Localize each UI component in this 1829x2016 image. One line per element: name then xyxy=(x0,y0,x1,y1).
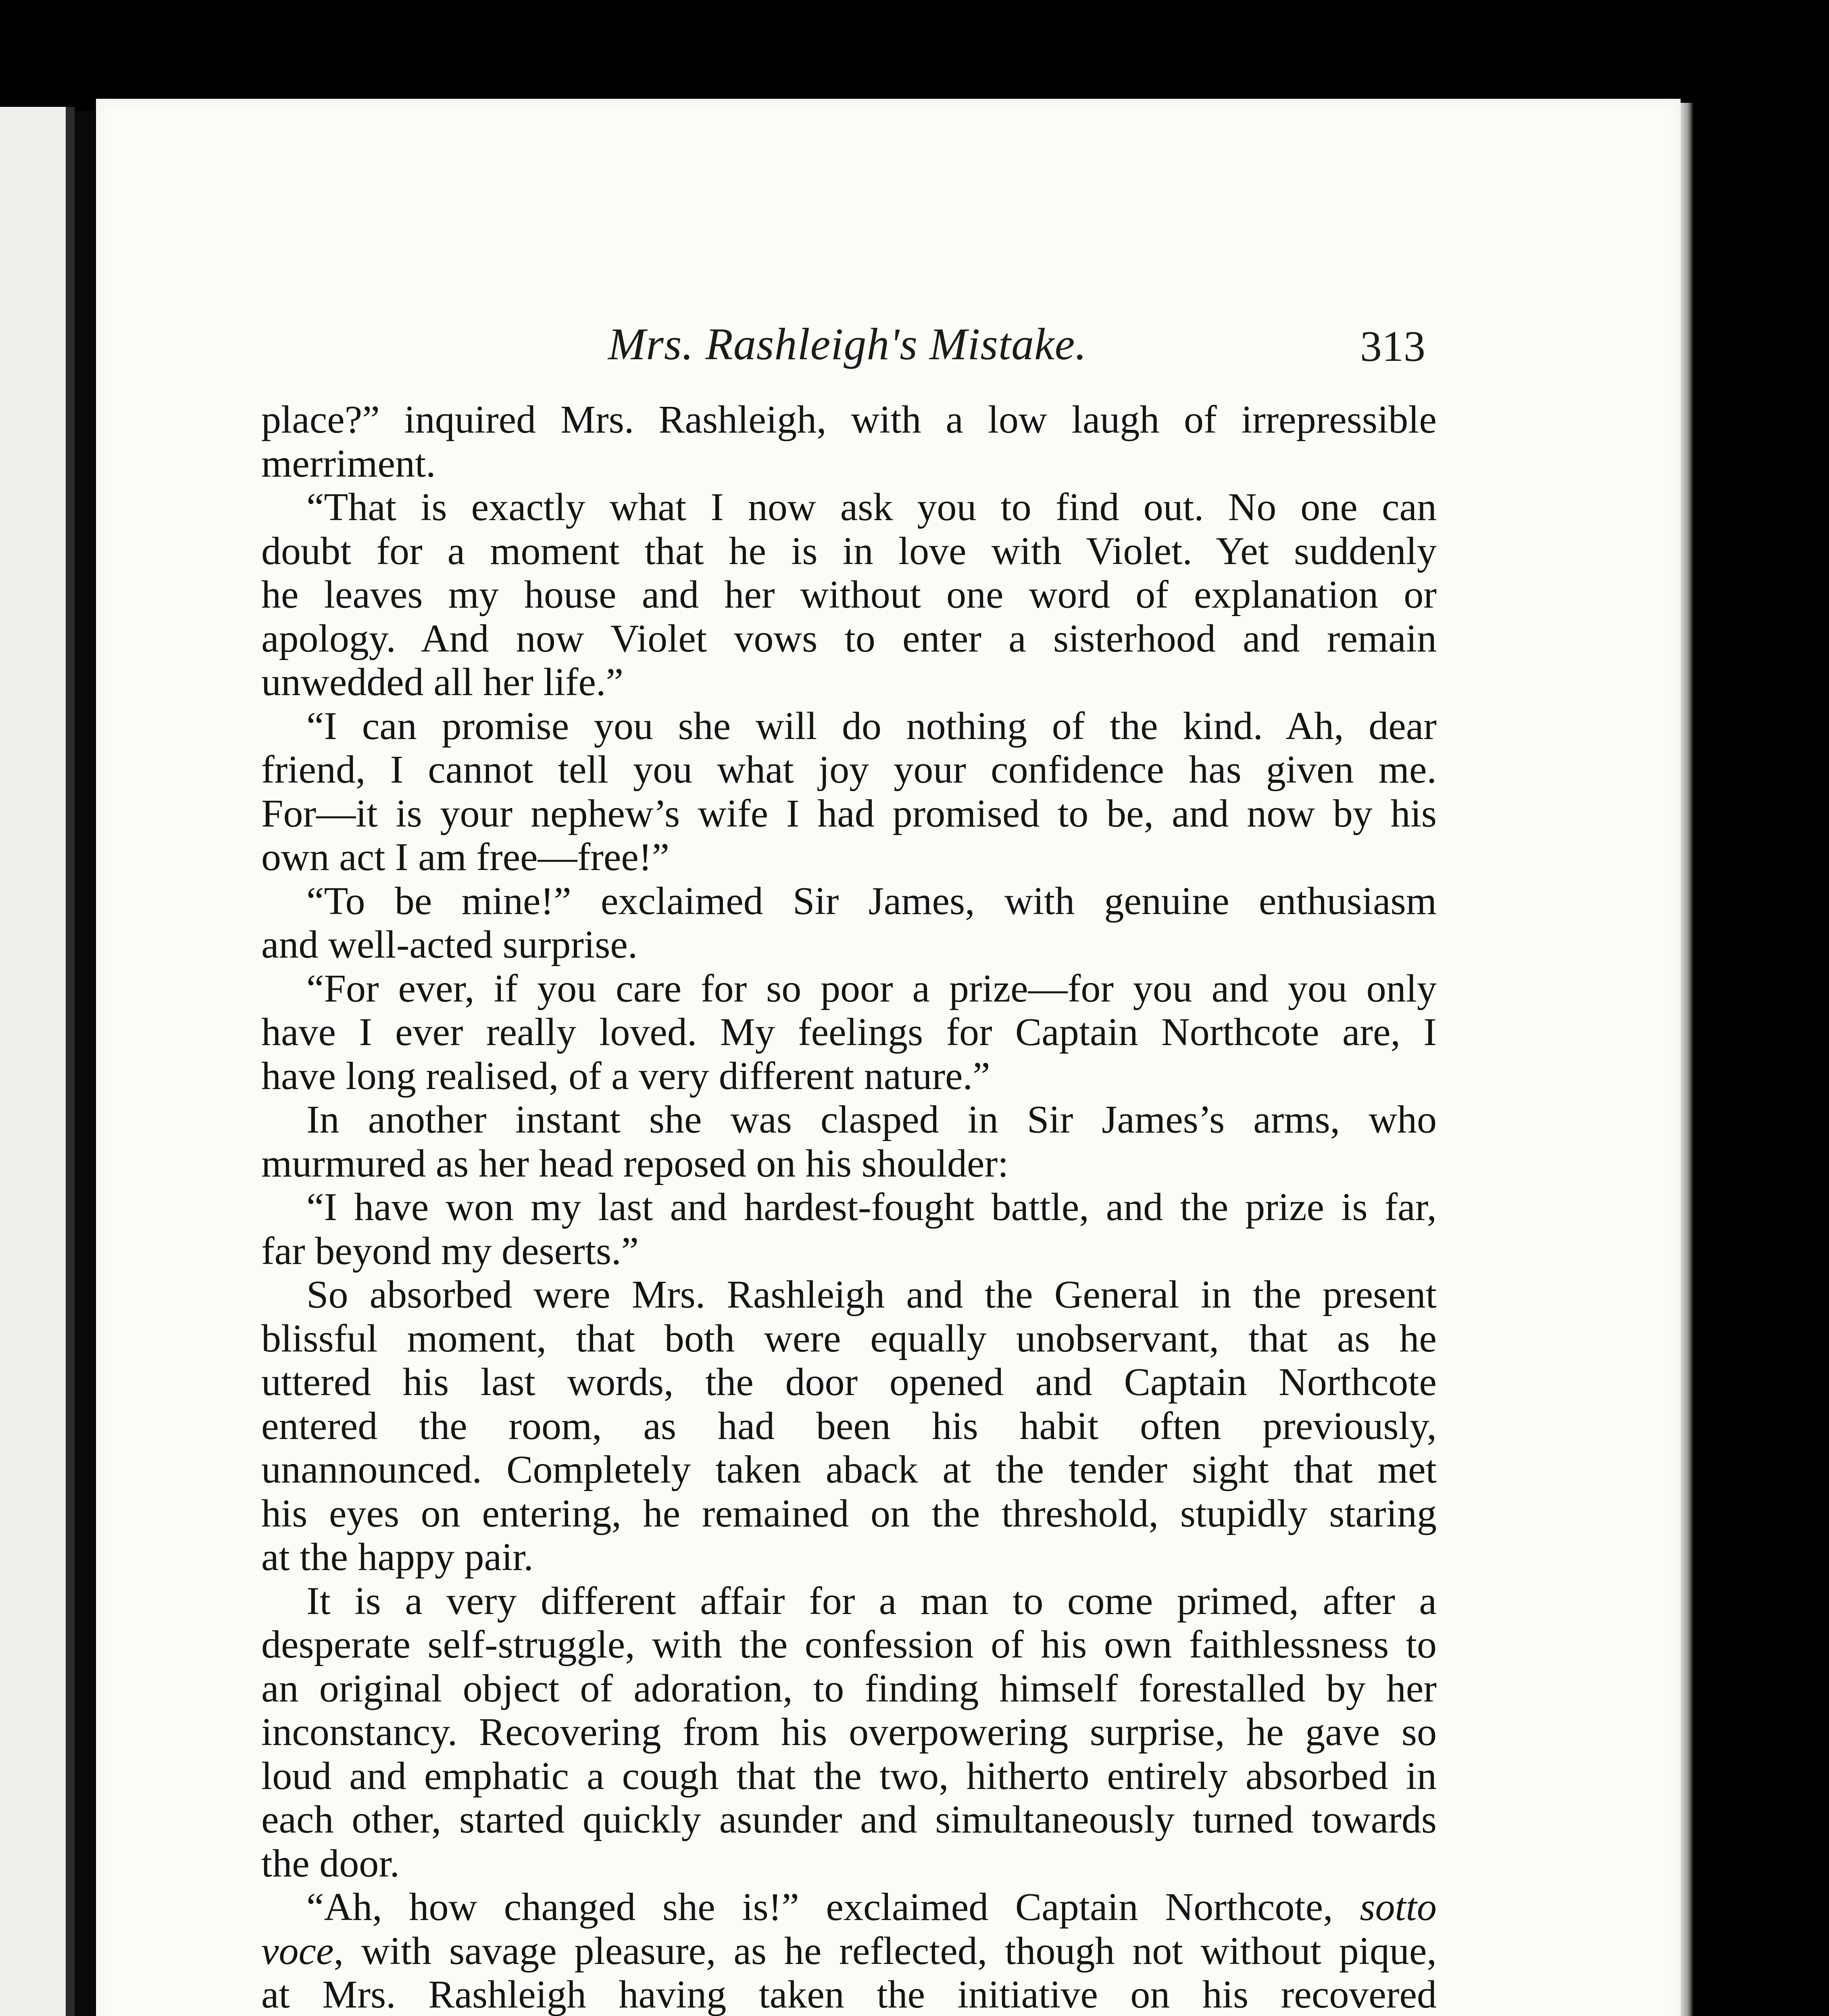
text-line: have long realised, of a very different nature.” xyxy=(261,1054,990,1098)
text-line: inconstancy. Recovering from his overpowering surprise, he gave so xyxy=(261,1710,1437,1754)
text-line: blissful moment, that both were equally unobservant, that as he xyxy=(261,1316,1437,1360)
body-text xyxy=(261,398,1437,2016)
previous-page xyxy=(0,107,75,2016)
text-line: “To be mine!” exclaimed Sir James, with genuine enthusiasm xyxy=(306,879,1437,923)
text-line: friend, I cannot tell you what joy your confidence has given me. xyxy=(261,748,1437,791)
text-line: at Mrs. Rashleigh having taken the initiative on his recovered xyxy=(261,1973,1437,2016)
text-line: “I have won my last and hardest-fought battle, and the prize is far, xyxy=(306,1185,1437,1229)
text-line: “I can promise you she will do nothing of the kind. Ah, dear xyxy=(306,704,1437,748)
text-line: uttered his last words, the door opened and Captain Northcote xyxy=(261,1360,1437,1404)
running-head-title: Mrs. Rashleigh's Mistake. xyxy=(608,319,1087,369)
text-line: at the happy pair. xyxy=(261,1535,533,1579)
text-line: So absorbed were Mrs. Rashleigh and the General in the present xyxy=(306,1273,1437,1316)
text-line: apology. And now Violet vows to enter a sisterhood and remain xyxy=(261,616,1437,660)
text-line: unannounced. Completely taken aback at the tender sight that met xyxy=(261,1448,1437,1491)
page-number: 313 xyxy=(1360,323,1425,371)
text-line: far beyond my deserts.” xyxy=(261,1229,639,1273)
text-line: and well-acted surprise. xyxy=(261,923,638,966)
text-line: “Ah, how changed she is!” exclaimed Captain Northcote, sotto xyxy=(306,1885,1437,1929)
text-line: each other, started quickly asunder and simultaneously turned towards xyxy=(261,1798,1437,1841)
text-line: murmured as her head reposed on his shoulder: xyxy=(261,1141,1009,1185)
text-line: In another instant she was clasped in Sir James’s arms, who xyxy=(306,1098,1437,1141)
text-line: For—it is your nephew’s wife I had promised to be, and now by his xyxy=(261,791,1437,835)
page-edge xyxy=(1681,103,1693,2016)
text-line: place?” inquired Mrs. Rashleigh, with a low laugh of irrepressible xyxy=(261,398,1437,442)
text-line: unwedded all her life.” xyxy=(261,660,623,704)
text-line: doubt for a moment that he is in love with Violet. Yet suddenly xyxy=(261,529,1437,573)
book-page xyxy=(96,99,1681,2016)
text-line: his eyes on entering, he remained on the threshold, stupidly staring xyxy=(261,1491,1437,1535)
text-line: have I ever really loved. My feelings for Captain Northcote are, I xyxy=(261,1010,1437,1054)
book-gutter xyxy=(75,111,95,2016)
text-line: desperate self-struggle, with the confession of his own faithlessness to xyxy=(261,1623,1437,1666)
text-line: the door. xyxy=(261,1841,400,1885)
text-line: own act I am free—free!” xyxy=(261,835,670,879)
text-line: entered the room, as had been his habit often previously, xyxy=(261,1404,1437,1448)
text-line: voce, with savage pleasure, as he reflected, though not without pique, xyxy=(261,1929,1437,1973)
text-line: he leaves my house and her without one word of explanation or xyxy=(261,573,1437,616)
text-line: “For ever, if you care for so poor a prize—for you and you only xyxy=(306,966,1437,1010)
text-line: It is a very different affair for a man to come primed, after a xyxy=(306,1579,1437,1623)
text-line: “That is exactly what I now ask you to find out. No one can xyxy=(306,485,1437,529)
text-line: an original object of adoration, to finding himself forestalled by her xyxy=(261,1666,1437,1710)
text-line: loud and emphatic a cough that the two, hitherto entirely absorbed in xyxy=(261,1754,1437,1798)
running-head xyxy=(96,319,1681,399)
text-line: merriment. xyxy=(261,442,436,485)
